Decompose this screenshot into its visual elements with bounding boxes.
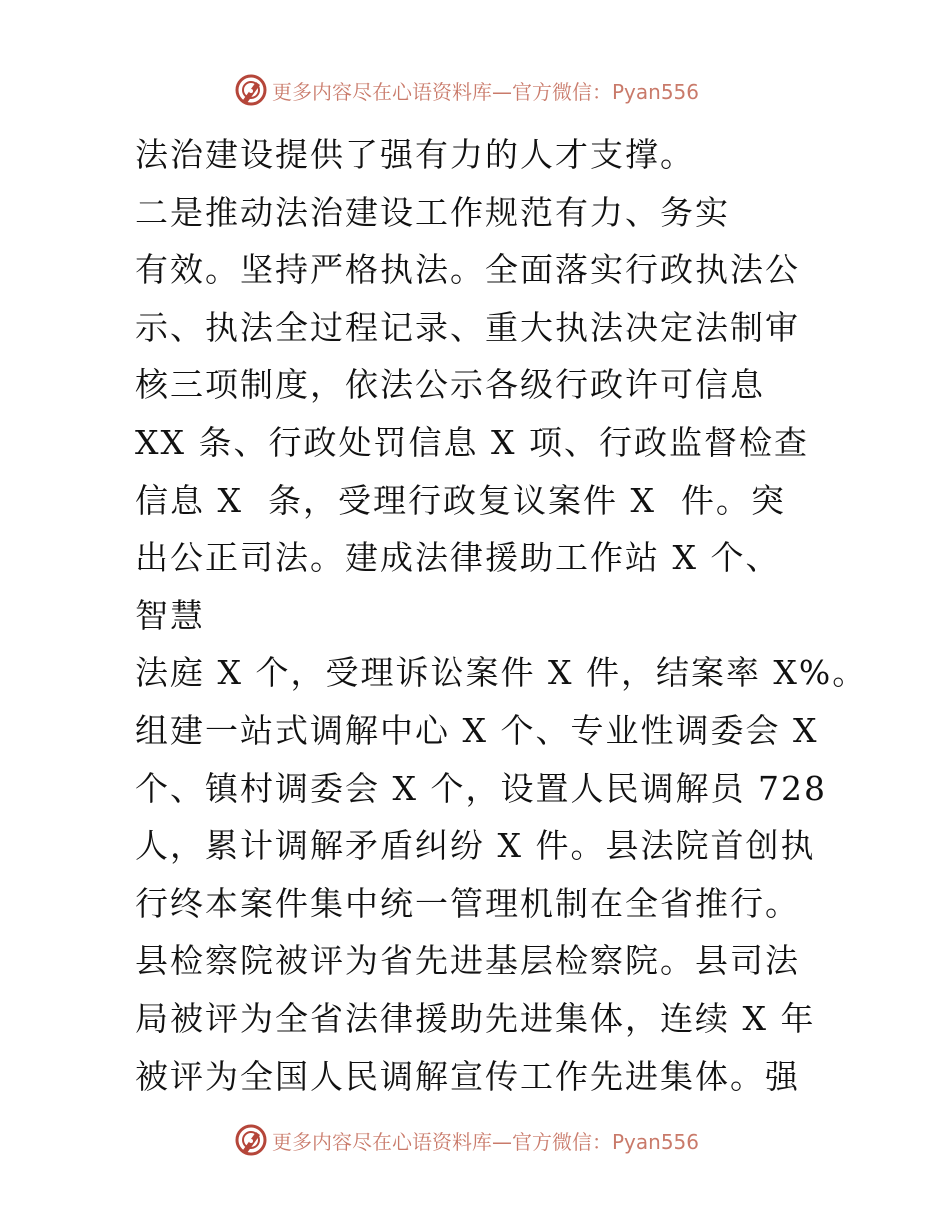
header-banner bbox=[234, 70, 699, 110]
pen-nib-logo-icon bbox=[234, 1123, 268, 1157]
body-line: 人，累计调解矛盾纠纷 X 件。县法院首创执 bbox=[135, 826, 816, 866]
body-line: XX 条、行政处罚信息 X 项、行政监督检查 bbox=[135, 422, 809, 462]
body-line: 核三项制度，依法公示各级行政许可信息 bbox=[135, 365, 765, 405]
body-line: 有效。坚持严格执法。全面落实行政执法公 bbox=[135, 250, 800, 290]
body-line: 二是推动法治建设工作规范有力、务实 bbox=[135, 192, 730, 232]
footer-banner-text: 更多内容尽在心语资料库—官方微信：Pyan556 bbox=[272, 1129, 700, 1154]
body-line: 被评为全国人民调解宣传工作先进集体。强 bbox=[135, 1056, 800, 1096]
body-line: 出公正司法。建成法律援助工作站 X 个、 bbox=[135, 538, 781, 578]
body-line: 法庭 X 个，受理诉讼案件 X 件，结案率 X%。 bbox=[135, 653, 868, 693]
pen-nib-logo-icon bbox=[234, 73, 268, 107]
body-line: 个、镇村调委会 X 个，设置人民调解员 728 bbox=[135, 768, 827, 808]
body-line: 行终本案件集中统一管理机制在全省推行。 bbox=[135, 883, 800, 923]
body-line: 法治建设提供了强有力的人才支撑。 bbox=[135, 135, 695, 174]
body-line: 智慧 bbox=[135, 595, 205, 635]
body-line: 信息 X 条，受理行政复议案件 X 件。突 bbox=[135, 480, 786, 520]
body-line: 县检察院被评为省先进基层检察院。县司法 bbox=[135, 941, 800, 981]
body-line: 局被评为全省法律援助先进集体，连续 X 年 bbox=[135, 998, 816, 1038]
header-banner-text: 更多内容尽在心语资料库—官方微信：Pyan556 bbox=[272, 79, 700, 104]
body-line: 组建一站式调解中心 X 个、专业性调委会 X bbox=[135, 710, 819, 750]
body-line: 示、执法全过程记录、重大执法决定法制审 bbox=[135, 307, 800, 347]
footer-banner bbox=[234, 1120, 699, 1160]
document-body bbox=[135, 126, 935, 1105]
